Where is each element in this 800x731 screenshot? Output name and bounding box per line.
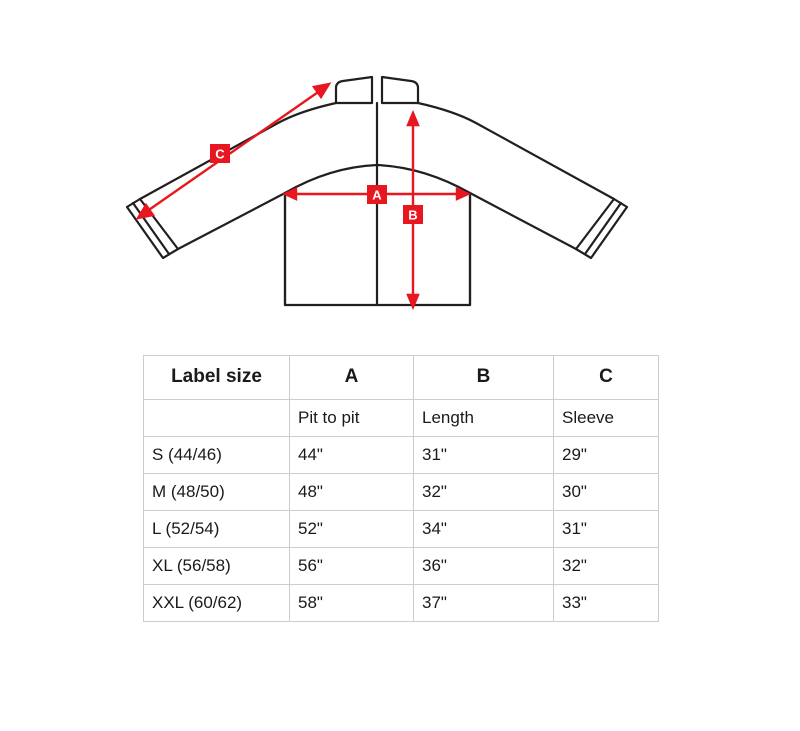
table-subheader-row — [144, 400, 659, 437]
row-size: XL (56/58) — [144, 548, 290, 585]
collar-right-icon — [382, 77, 418, 103]
row-a: 58" — [290, 585, 414, 622]
row-b: 31" — [414, 437, 554, 474]
table-row — [144, 511, 659, 548]
table-row — [144, 437, 659, 474]
row-a: 56" — [290, 548, 414, 585]
subheader-b: Length — [414, 400, 554, 437]
cuff-right-icon — [576, 199, 627, 258]
header-label-size: Label size — [144, 356, 290, 400]
row-c: 30" — [554, 474, 659, 511]
row-size: L (52/54) — [144, 511, 290, 548]
garment-svg — [100, 55, 700, 335]
table-row — [144, 585, 659, 622]
header-a: A — [290, 356, 414, 400]
row-a: 44" — [290, 437, 414, 474]
row-b: 32" — [414, 474, 554, 511]
row-c: 31" — [554, 511, 659, 548]
subheader-a: Pit to pit — [290, 400, 414, 437]
row-size: M (48/50) — [144, 474, 290, 511]
collar-left-icon — [336, 77, 372, 103]
row-size: XXL (60/62) — [144, 585, 290, 622]
garment-diagram — [100, 55, 700, 335]
measure-c-arrow — [138, 84, 329, 218]
row-b: 37" — [414, 585, 554, 622]
marker-a-label: A — [372, 187, 382, 203]
size-table — [143, 355, 659, 622]
row-c: 32" — [554, 548, 659, 585]
row-b: 36" — [414, 548, 554, 585]
marker-c-label: C — [215, 146, 225, 162]
marker-b-label: B — [408, 207, 418, 223]
table-header-row — [144, 356, 659, 400]
row-size: S (44/46) — [144, 437, 290, 474]
subheader-c: Sleeve — [554, 400, 659, 437]
row-a: 48" — [290, 474, 414, 511]
subheader-label-empty — [144, 400, 290, 437]
table-row — [144, 548, 659, 585]
header-b: B — [414, 356, 554, 400]
row-b: 34" — [414, 511, 554, 548]
size-table-wrap — [143, 355, 658, 622]
row-a: 52" — [290, 511, 414, 548]
row-c: 29" — [554, 437, 659, 474]
table-row — [144, 474, 659, 511]
header-c: C — [554, 356, 659, 400]
row-c: 33" — [554, 585, 659, 622]
